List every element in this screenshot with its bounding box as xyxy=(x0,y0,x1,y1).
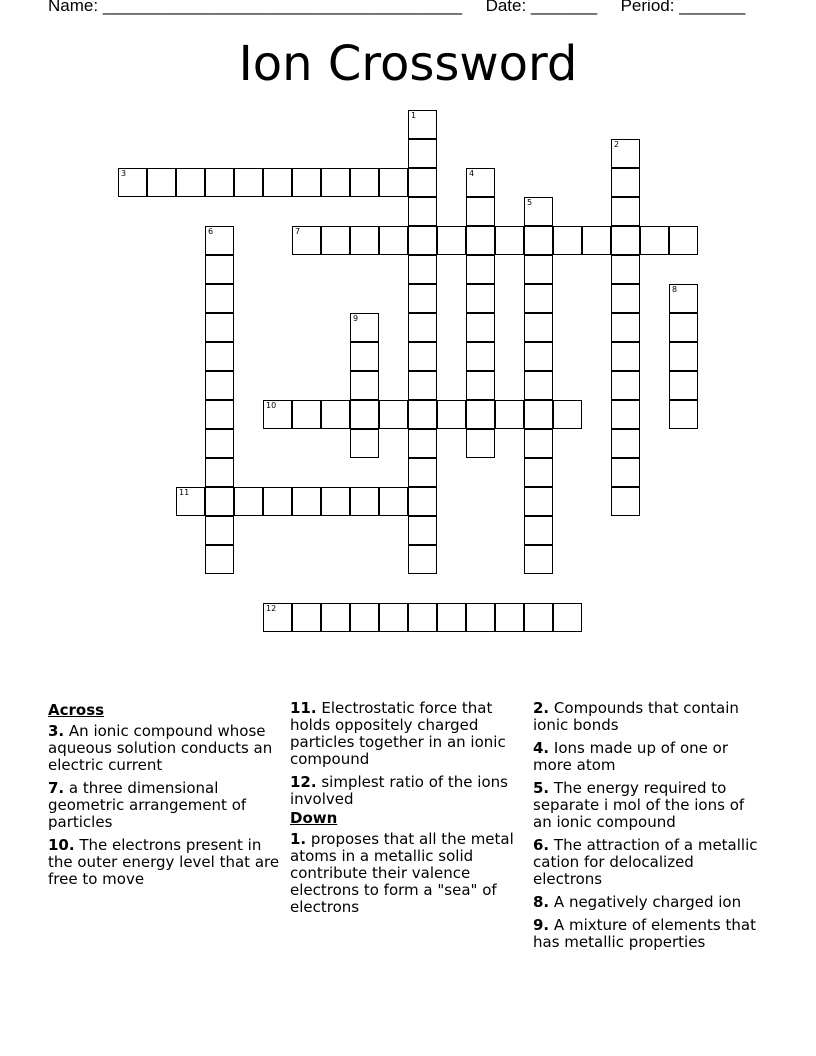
crossword-cell[interactable] xyxy=(350,400,379,429)
crossword-cell[interactable] xyxy=(408,487,437,516)
clue-down-4: 4. Ions made up of one or more atom xyxy=(533,739,728,774)
clue-down-1: 1. proposes that all the metal atoms in a metallic solid contribute their valence electrons to form a "sea" of electrons xyxy=(290,830,514,916)
crossword-cell[interactable] xyxy=(524,458,553,487)
crossword-cell[interactable] xyxy=(524,226,553,255)
crossword-cell[interactable] xyxy=(611,371,640,400)
across-heading: Across xyxy=(48,701,105,719)
crossword-cell[interactable] xyxy=(582,226,611,255)
crossword-cell[interactable] xyxy=(147,168,176,197)
crossword-cell[interactable] xyxy=(466,400,495,429)
crossword-cell[interactable] xyxy=(350,371,379,400)
crossword-cell[interactable] xyxy=(321,400,350,429)
crossword-cell[interactable] xyxy=(466,168,495,197)
crossword-cell[interactable] xyxy=(205,342,234,371)
crossword-cell[interactable] xyxy=(379,487,408,516)
crossword-cell[interactable] xyxy=(205,545,234,574)
crossword-cell[interactable] xyxy=(350,487,379,516)
crossword-cell[interactable] xyxy=(495,400,524,429)
clue-down-5: 5. The energy required to separate i mol of the ions of an ionic compound xyxy=(533,779,745,831)
crossword-cell[interactable] xyxy=(350,342,379,371)
cell-number: 1 xyxy=(411,111,417,120)
crossword-cell[interactable] xyxy=(524,400,553,429)
crossword-cell[interactable] xyxy=(553,226,582,255)
page-title: Ion Crossword xyxy=(238,36,578,92)
crossword-cell[interactable] xyxy=(611,284,640,313)
crossword-cell[interactable] xyxy=(611,255,640,284)
crossword-cell[interactable] xyxy=(205,313,234,342)
crossword-cell[interactable] xyxy=(408,429,437,458)
crossword-cell[interactable] xyxy=(263,400,292,429)
cell-number: 7 xyxy=(295,227,301,236)
crossword-cell[interactable] xyxy=(321,603,350,632)
crossword-cell[interactable] xyxy=(611,139,640,168)
clues-column-3 xyxy=(533,700,765,957)
crossword-cell[interactable] xyxy=(611,313,640,342)
crossword-grid xyxy=(118,110,708,640)
crossword-cell[interactable] xyxy=(408,110,437,139)
student-info-header xyxy=(48,0,745,16)
crossword-cell[interactable] xyxy=(205,400,234,429)
crossword-cell[interactable] xyxy=(553,400,582,429)
crossword-cell[interactable] xyxy=(292,226,321,255)
crossword-cell[interactable] xyxy=(408,255,437,284)
crossword-cell[interactable] xyxy=(321,487,350,516)
clue-across-11: 11. Electrostatic force that holds oppositely charged particles together in an ionic compound xyxy=(290,699,506,768)
crossword-cell[interactable] xyxy=(495,226,524,255)
crossword-cell[interactable] xyxy=(408,516,437,545)
crossword-cell[interactable] xyxy=(669,342,698,371)
cell-number: 10 xyxy=(266,401,277,410)
crossword-cell[interactable] xyxy=(205,255,234,284)
crossword-cell[interactable] xyxy=(379,226,408,255)
crossword-cell[interactable] xyxy=(408,400,437,429)
clue-down-2: 2. Compounds that contain ionic bonds xyxy=(533,699,739,734)
crossword-cell[interactable] xyxy=(205,487,234,516)
crossword-cell[interactable] xyxy=(408,284,437,313)
cell-number: 12 xyxy=(266,604,277,613)
crossword-cell[interactable] xyxy=(408,197,437,226)
cell-number: 4 xyxy=(469,169,475,178)
crossword-cell[interactable] xyxy=(611,226,640,255)
crossword-cell[interactable] xyxy=(379,400,408,429)
cell-number: 9 xyxy=(353,314,359,323)
crossword-cell[interactable] xyxy=(379,168,408,197)
crossword-cell[interactable] xyxy=(466,342,495,371)
crossword-cell[interactable] xyxy=(669,400,698,429)
crossword-cell[interactable] xyxy=(408,371,437,400)
crossword-cell[interactable] xyxy=(263,168,292,197)
clue-across-10: 10. The electrons present in the outer energy level that are free to move xyxy=(48,836,280,888)
crossword-cell[interactable] xyxy=(379,603,408,632)
crossword-cell[interactable] xyxy=(466,197,495,226)
cell-number: 5 xyxy=(527,198,533,207)
crossword-cell[interactable] xyxy=(408,603,437,632)
crossword-cell[interactable] xyxy=(205,429,234,458)
crossword-cell[interactable] xyxy=(611,429,640,458)
crossword-cell[interactable] xyxy=(408,226,437,255)
cell-number: 3 xyxy=(121,169,127,178)
crossword-cell[interactable] xyxy=(495,603,524,632)
period-label: Period: xyxy=(620,0,675,15)
crossword-cell[interactable] xyxy=(524,371,553,400)
crossword-cell[interactable] xyxy=(350,168,379,197)
crossword-cell[interactable] xyxy=(524,284,553,313)
crossword-cell[interactable] xyxy=(437,400,466,429)
crossword-cell[interactable] xyxy=(408,168,437,197)
crossword-cell[interactable] xyxy=(350,429,379,458)
crossword-cell[interactable] xyxy=(176,487,205,516)
crossword-cell[interactable] xyxy=(611,400,640,429)
crossword-cell[interactable] xyxy=(524,487,553,516)
crossword-cell[interactable] xyxy=(292,400,321,429)
crossword-cell[interactable] xyxy=(669,313,698,342)
crossword-cell[interactable] xyxy=(466,255,495,284)
crossword-cell[interactable] xyxy=(263,603,292,632)
crossword-cell[interactable] xyxy=(205,371,234,400)
crossword-cell[interactable] xyxy=(466,603,495,632)
clue-down-9: 9. A mixture of elements that has metallic properties xyxy=(533,916,756,951)
crossword-cell[interactable] xyxy=(234,487,263,516)
crossword-cell[interactable] xyxy=(611,487,640,516)
crossword-cell[interactable] xyxy=(466,226,495,255)
clue-across-12: 12. simplest ratio of the ions involved xyxy=(290,773,508,808)
date-field[interactable]: _______ xyxy=(530,0,598,15)
crossword-cell[interactable] xyxy=(466,313,495,342)
crossword-cell[interactable] xyxy=(524,342,553,371)
clue-down-6: 6. The attraction of a metallic cation for delocalized electrons xyxy=(533,836,758,888)
crossword-cell[interactable] xyxy=(669,284,698,313)
clue-across-3: 3. An ionic compound whose aqueous solution conducts an electric current xyxy=(48,722,273,774)
crossword-cell[interactable] xyxy=(350,313,379,342)
clue-across-7: 7. a three dimensional geometric arrangement of particles xyxy=(48,779,247,831)
period-field[interactable]: _______ xyxy=(679,0,746,15)
name-field[interactable]: ______________________________________ xyxy=(102,0,463,15)
crossword-cell[interactable] xyxy=(292,603,321,632)
crossword-cell[interactable] xyxy=(350,603,379,632)
crossword-cell[interactable] xyxy=(524,429,553,458)
crossword-cell[interactable] xyxy=(321,226,350,255)
crossword-cell[interactable] xyxy=(205,516,234,545)
crossword-cell[interactable] xyxy=(292,487,321,516)
crossword-cell[interactable] xyxy=(611,342,640,371)
crossword-cell[interactable] xyxy=(466,429,495,458)
clues-column-2 xyxy=(290,700,522,922)
crossword-cell[interactable] xyxy=(408,545,437,574)
crossword-cell[interactable] xyxy=(611,197,640,226)
date-label: Date: xyxy=(485,0,527,15)
crossword-cell[interactable] xyxy=(292,168,321,197)
crossword-cell[interactable] xyxy=(118,168,147,197)
crossword-cell[interactable] xyxy=(408,458,437,487)
crossword-cell[interactable] xyxy=(611,168,640,197)
crossword-cell[interactable] xyxy=(669,371,698,400)
crossword-cell[interactable] xyxy=(408,139,437,168)
crossword-cell[interactable] xyxy=(205,168,234,197)
cell-number: 2 xyxy=(614,140,620,149)
crossword-cell[interactable] xyxy=(466,284,495,313)
crossword-cell[interactable] xyxy=(524,516,553,545)
down-heading: Down xyxy=(290,809,338,827)
crossword-cell[interactable] xyxy=(524,197,553,226)
crossword-cell[interactable] xyxy=(205,226,234,255)
crossword-cell[interactable] xyxy=(437,226,466,255)
cell-number: 6 xyxy=(208,227,214,236)
crossword-cell[interactable] xyxy=(640,226,669,255)
crossword-cell[interactable] xyxy=(524,313,553,342)
crossword-cell[interactable] xyxy=(321,168,350,197)
crossword-cell[interactable] xyxy=(205,458,234,487)
crossword-cell[interactable] xyxy=(408,342,437,371)
crossword-cell[interactable] xyxy=(263,487,292,516)
clues-column-1 xyxy=(48,700,280,894)
crossword-cell[interactable] xyxy=(205,284,234,313)
clues-section xyxy=(0,700,816,1040)
clue-down-8: 8. A negatively charged ion xyxy=(533,893,742,911)
crossword-cell[interactable] xyxy=(524,603,553,632)
name-label: Name: xyxy=(48,0,99,15)
crossword-cell[interactable] xyxy=(553,603,582,632)
cell-number: 8 xyxy=(672,285,678,294)
crossword-cell[interactable] xyxy=(408,313,437,342)
crossword-cell[interactable] xyxy=(466,371,495,400)
crossword-cell[interactable] xyxy=(611,458,640,487)
cell-number: 11 xyxy=(179,488,190,497)
crossword-cell[interactable] xyxy=(524,545,553,574)
crossword-cell[interactable] xyxy=(176,168,205,197)
crossword-cell[interactable] xyxy=(350,226,379,255)
crossword-cell[interactable] xyxy=(437,603,466,632)
crossword-cell[interactable] xyxy=(524,255,553,284)
crossword-cell[interactable] xyxy=(234,168,263,197)
crossword-cell[interactable] xyxy=(669,226,698,255)
